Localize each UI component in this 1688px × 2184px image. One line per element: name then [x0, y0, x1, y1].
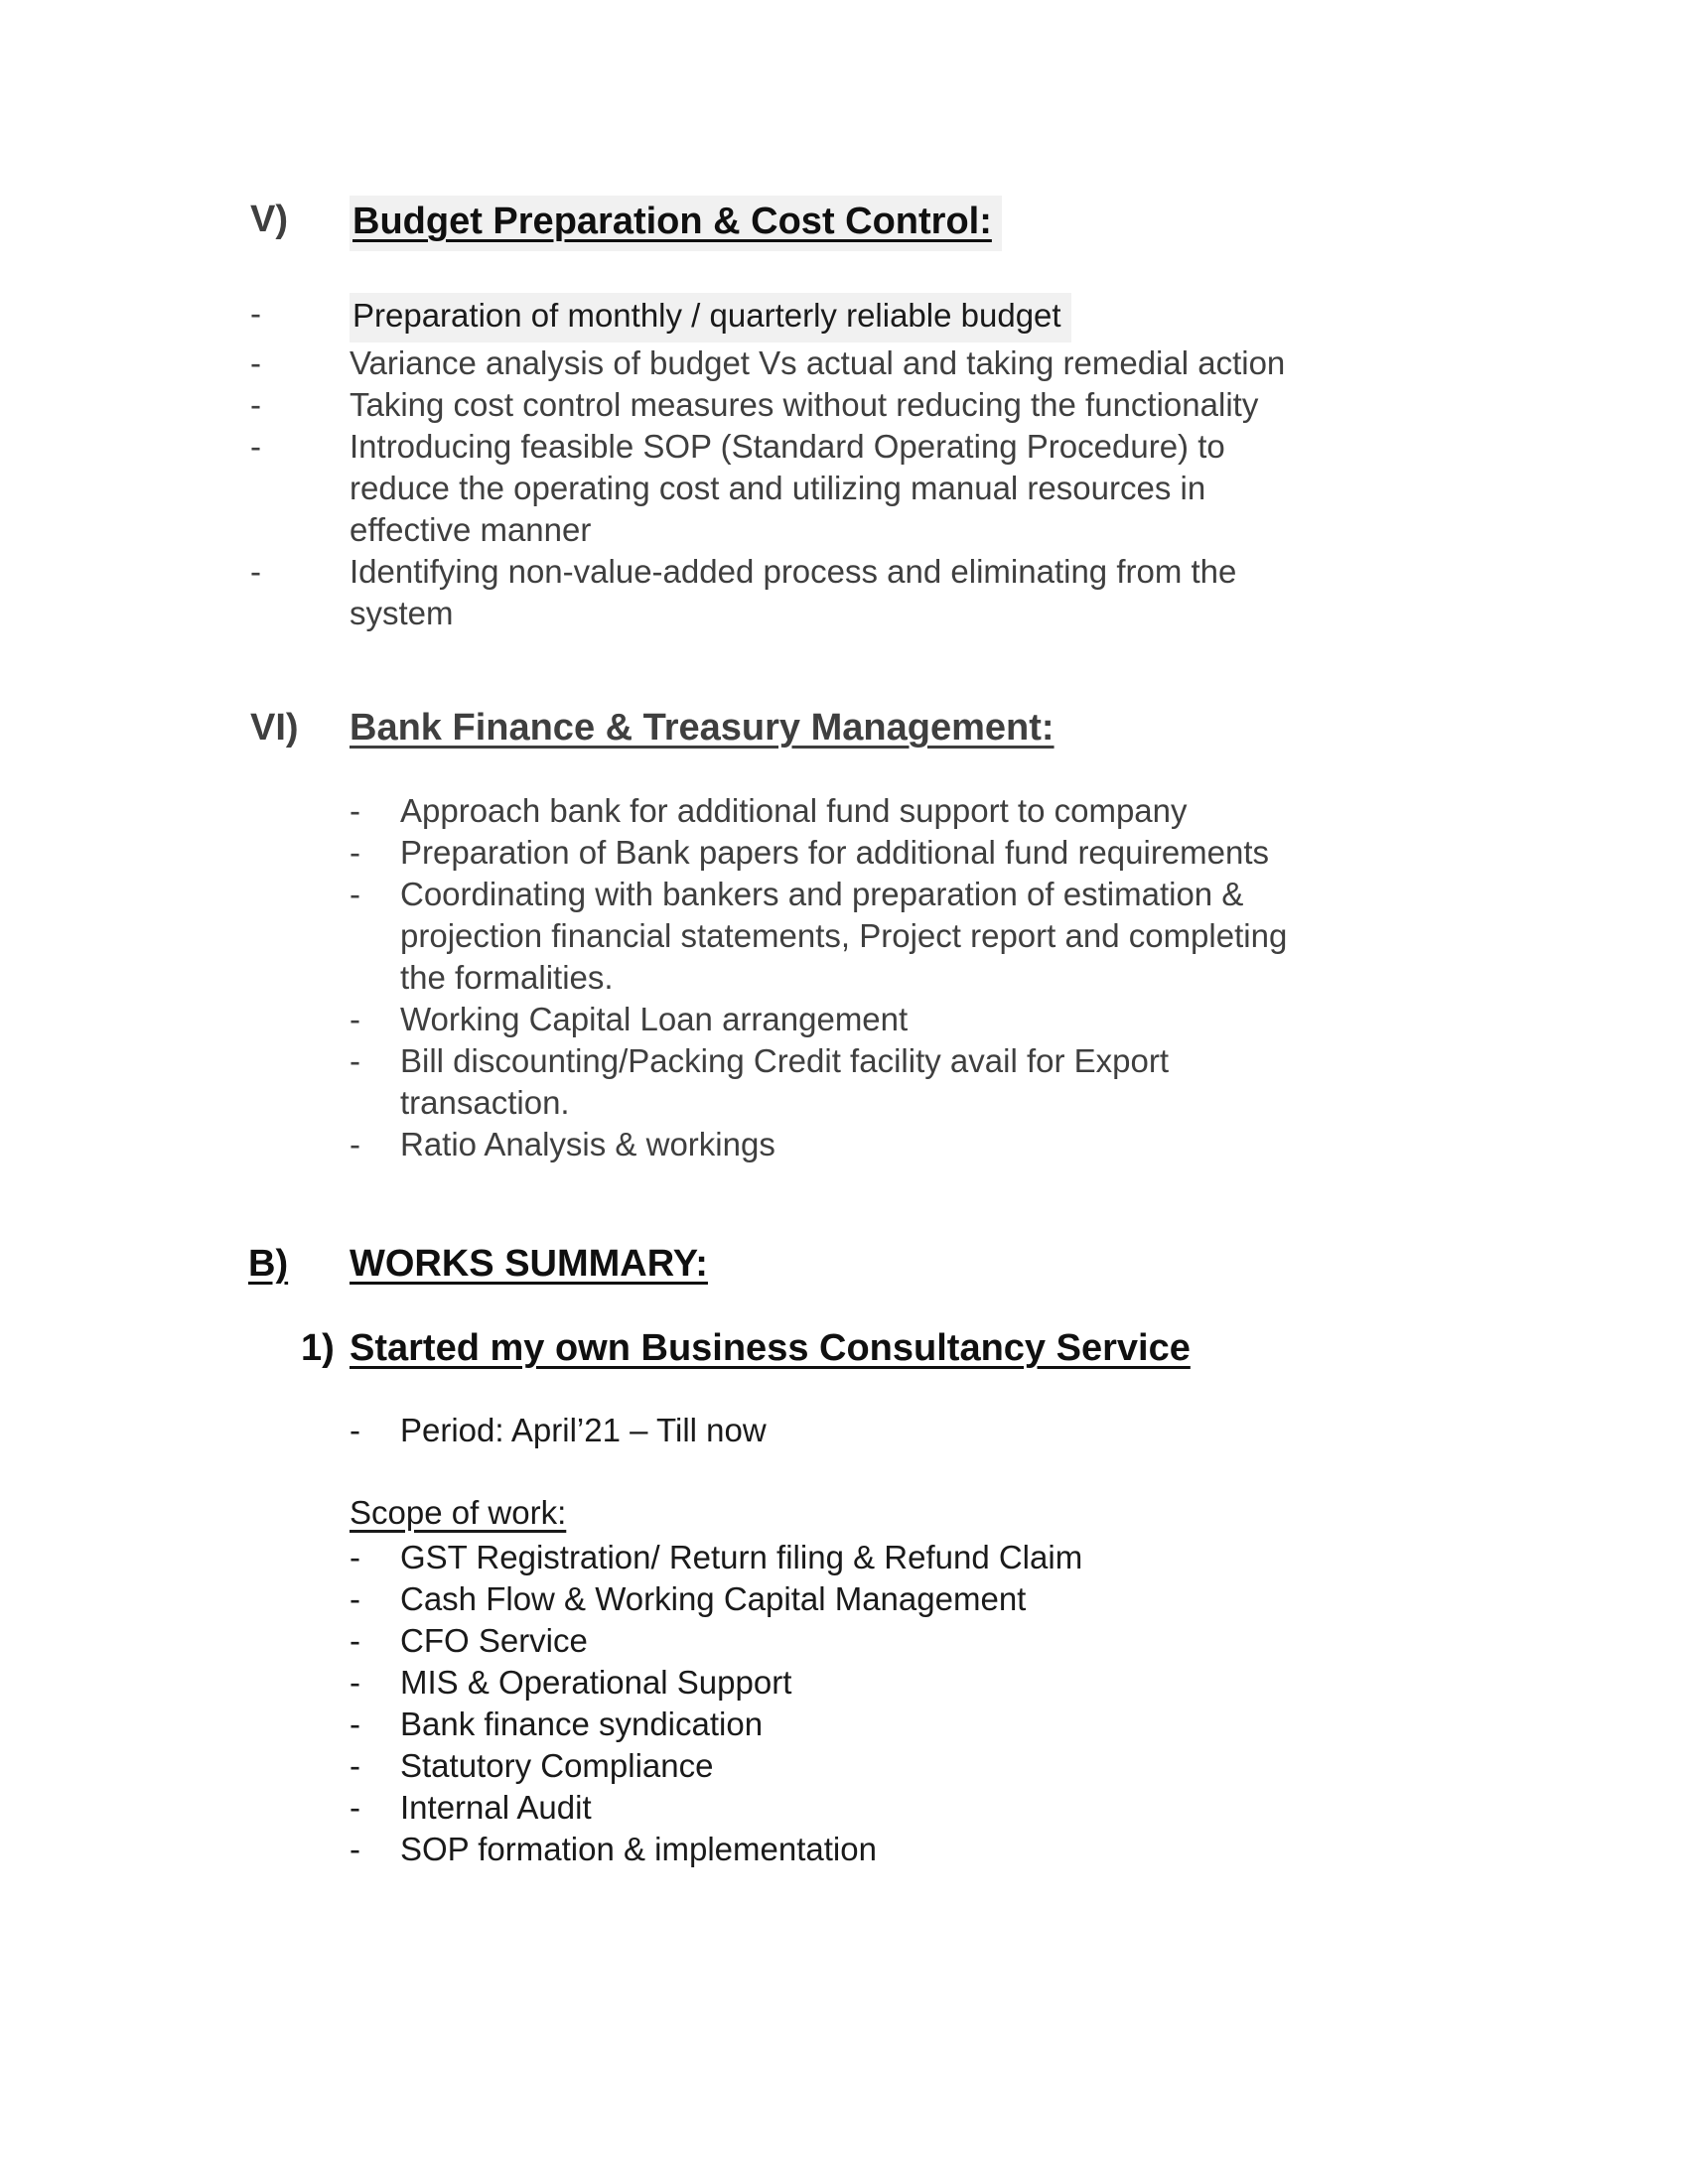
list-item: [350, 1829, 1688, 1870]
section-vi-list: [0, 790, 1688, 1165]
bullet-dash: -: [350, 1042, 360, 1079]
bullet-dash: -: [350, 1706, 360, 1742]
list-item: [350, 1537, 1688, 1578]
section-v-list: [0, 293, 1688, 634]
item-text: Cash Flow & Working Capital Management: [400, 1580, 1027, 1617]
item-text: Working Capital Loan arrangement: [400, 1001, 909, 1037]
item-text: SOP formation & implementation: [400, 1831, 877, 1867]
bullet-dash: -: [250, 428, 261, 465]
item-text: Bank finance syndication: [400, 1706, 764, 1742]
item-text: Variance analysis of budget Vs actual and taking remedial action: [350, 344, 1286, 381]
bullet-dash: -: [350, 834, 360, 871]
item-text: Taking cost control measures without reducing the functionality: [350, 386, 1259, 423]
item-text: Bill discounting/Packing Credit facility avail for Export: [400, 1042, 1170, 1079]
list-item: [250, 293, 1688, 342]
bullet-dash: -: [350, 1622, 360, 1659]
item-text: transaction.: [400, 1084, 570, 1121]
list-item-continuation: [250, 593, 1688, 634]
item-text: Coordinating with bankers and preparation of estimation &: [400, 876, 1244, 912]
bullet-dash: -: [350, 1664, 360, 1701]
list-item: [350, 874, 1688, 915]
list-item: [350, 1704, 1688, 1745]
list-item-continuation: [350, 957, 1688, 999]
bullet-dash: -: [350, 1126, 360, 1162]
bullet-dash: -: [350, 1747, 360, 1784]
subsection-1-title: Started my own Business Consultancy Service: [350, 1327, 1191, 1369]
period-text: Period: April’21 – Till now: [400, 1412, 767, 1448]
item-text: MIS & Operational Support: [400, 1664, 792, 1701]
bullet-dash: -: [250, 386, 261, 423]
section-b-label: [248, 1240, 350, 1288]
item-text: the formalities.: [400, 959, 614, 996]
section-b-title: WORKS SUMMARY:: [350, 1243, 708, 1285]
bullet-dash: -: [350, 1580, 360, 1617]
list-item: [350, 1787, 1688, 1829]
list-item: [350, 1578, 1688, 1620]
section-b-label-text: B): [248, 1243, 289, 1285]
list-item-continuation: [350, 1082, 1688, 1124]
subsection-1-heading: [301, 1324, 1688, 1372]
list-item: [350, 1662, 1688, 1704]
item-text: Preparation of Bank papers for additional fund requirements: [400, 834, 1270, 871]
item-text: GST Registration/ Return filing & Refund Claim: [400, 1539, 1083, 1575]
list-item: [350, 1040, 1688, 1082]
item-text: Approach bank for additional fund support to company: [400, 792, 1188, 829]
bullet-dash: -: [250, 553, 261, 590]
period-item: [350, 1410, 1688, 1451]
list-item-continuation: [250, 509, 1688, 551]
list-item: [350, 1745, 1688, 1787]
list-item: [350, 999, 1688, 1040]
bullet-dash: -: [250, 295, 261, 332]
item-text: effective manner: [350, 511, 592, 548]
item-text: Preparation of monthly / quarterly reliable budget: [350, 293, 1071, 342]
list-item: [350, 832, 1688, 874]
list-item: [250, 342, 1688, 384]
item-text: Ratio Analysis & workings: [400, 1126, 775, 1162]
section-b-heading: [248, 1240, 1688, 1288]
list-item-continuation: [350, 915, 1688, 957]
list-item: [250, 551, 1688, 593]
list-item: [250, 426, 1688, 468]
section-v-heading: [250, 196, 1688, 251]
bullet-dash: -: [350, 1412, 360, 1448]
scope-of-work-label-text: Scope of work:: [350, 1494, 567, 1531]
item-text: reduce the operating cost and utilizing manual resources in: [350, 470, 1206, 506]
item-text: Statutory Compliance: [400, 1747, 714, 1784]
bullet-dash: -: [350, 1789, 360, 1826]
section-v-label: V): [250, 199, 288, 240]
list-item: [250, 384, 1688, 426]
subsection-1-label: 1): [301, 1327, 335, 1369]
section-vi-label: VI): [250, 707, 299, 749]
item-text: system: [350, 595, 454, 631]
scope-of-work-list: [0, 1537, 1688, 1870]
item-text: Introducing feasible SOP (Standard Operating Procedure) to: [350, 428, 1225, 465]
list-item-continuation: [250, 468, 1688, 509]
item-text: CFO Service: [400, 1622, 588, 1659]
section-vi-title: Bank Finance & Treasury Management:: [350, 707, 1055, 749]
list-item: [350, 1124, 1688, 1165]
bullet-dash: -: [350, 792, 360, 829]
item-text: projection financial statements, Project report and completing: [400, 917, 1288, 954]
bullet-dash: -: [350, 1539, 360, 1575]
scope-of-work-label: [350, 1492, 1688, 1534]
section-vi-heading: [250, 704, 1688, 751]
item-text: Identifying non-value-added process and eliminating from the: [350, 553, 1237, 590]
list-item: [350, 790, 1688, 832]
section-v-title: Budget Preparation & Cost Control:: [350, 196, 1002, 251]
bullet-dash: -: [350, 1831, 360, 1867]
bullet-dash: -: [250, 344, 261, 381]
item-text: Internal Audit: [400, 1789, 592, 1826]
bullet-dash: -: [350, 1001, 360, 1037]
bullet-dash: -: [350, 876, 360, 912]
list-item: [350, 1620, 1688, 1662]
